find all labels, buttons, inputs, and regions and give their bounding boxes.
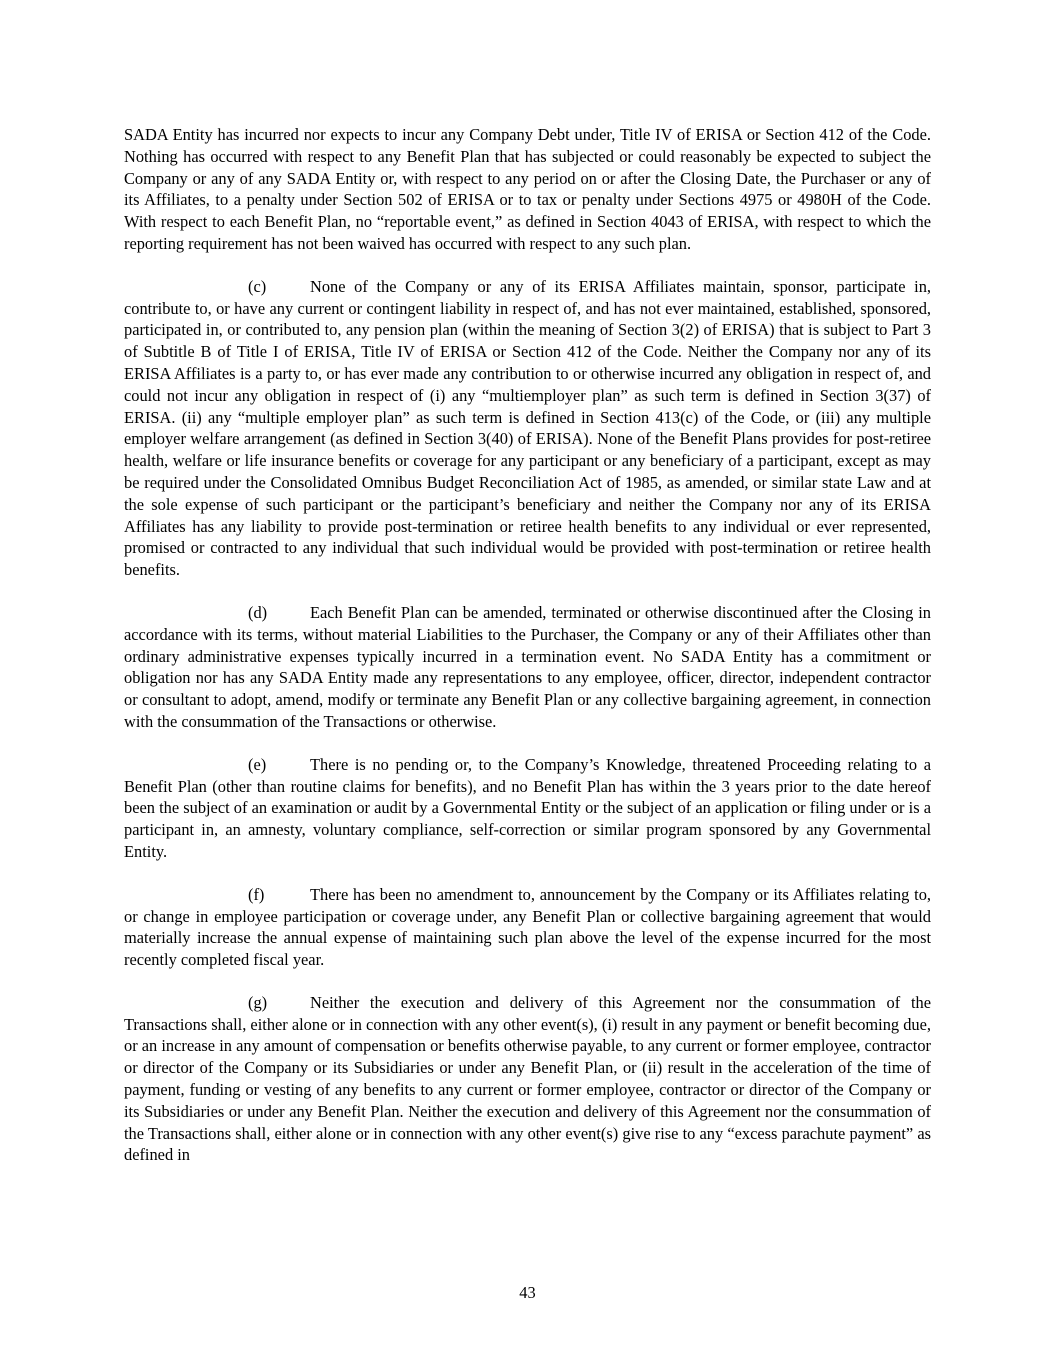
section-e-text: There is no pending or, to the Company’s Knowledge, threatened Proceeding relating to a Benefit Plan (other than routine claims for benefits), and no Benefit Plan has within the 3 years prior to the date hereof been the subject of an examination or audit by a Governmental Entity or the subject of an application or filing under or is a participant in, an amnesty, voluntary compliance, self-correction or similar program sponsored by any Governmental Entity. — [124, 754, 931, 861]
section-c-paragraph — [124, 276, 931, 581]
section-e-paragraph — [124, 754, 931, 863]
document-body — [124, 124, 931, 1187]
section-d-label: (d) — [248, 602, 268, 622]
section-f-label: (f) — [248, 884, 265, 904]
section-e-label: (e) — [248, 754, 267, 774]
intro-paragraph: SADA Entity has incurred nor expects to incur any Company Debt under, Title IV of ERISA or Section 412 of the Code. Nothing has occurred with respect to any Benefit Plan that has subjected or could reasonably be expected to subject the Company or any of any SADA Entity or, with respect to any period on or after the Closing Date, the Purchaser or any of its Affiliates, to a penalty under Section 502 of ERISA or to tax or penalty under Sections 4975 or 4980H of the Code. With respect to each Benefit Plan, no “reportable event,” as defined in Section 4043 of ERISA, with respect to which the reporting requirement has not been waived has occurred with respect to any such plan. — [124, 125, 931, 253]
page-number: 43 — [519, 1283, 536, 1302]
section-g-paragraph — [124, 992, 931, 1166]
section-c-text: None of the Company or any of its ERISA Affiliates maintain, sponsor, participate in, contribute to, or have any current or contingent liability in respect of, and has not ever maintained, established, sponsored, participated in, or contributed to, any pension plan (within the meaning of Section 3(2) of ERISA) that is subject to Part 3 of Subtitle B of Title I of ERISA, Title IV of ERISA or Section 412 of the Code. Neither the Company nor any of its ERISA Affiliates is a party to, or has ever made any contribution to or otherwise incurred any obligation in respect of, and could not incur any obligation in respect of (i) any “multiemployer plan” as such term is defined in Section 3(37) of ERISA. (ii) any “multiple employer plan” as such term is defined in Section 413(c) of the Code, or (iii) any multiple employer welfare arrangement (as defined in Section 3(40) of ERISA). None of the Benefit Plans provides for post-retiree health, welfare or life insurance benefits or coverage for any participant or any beneficiary of a participant, except as may be required under the Consolidated Omnibus Budget Reconciliation Act of 1985, as amended, or similar state Law and at the sole expense of such participant or the participant’s beneficiary and neither the Company nor any of its ERISA Affiliates has any liability to provide post-termination or retiree health benefits to any individual or ever represented, promised or contracted to any individual that such individual would be provided with post-termination or retiree health benefits. — [124, 276, 931, 580]
section-d-text: Each Benefit Plan can be amended, terminated or otherwise discontinued after the Closing in accordance with its terms, without material Liabilities to the Purchaser, the Company or any of their Affiliates other than ordinary administrative expenses typically incurred in a termination event. No SADA Entity has a commitment or obligation nor has any SADA Entity made any representations to any employee, officer, director, independent contractor or consultant to adopt, amend, modify or terminate any Benefit Plan or any collective bargaining agreement, in connection with the consummation of the Transactions or otherwise. — [124, 602, 931, 731]
section-g-text: Neither the execution and delivery of this Agreement nor the consummation of the Transactions shall, either alone or in connection with any other event(s), (i) result in any payment or benefit becoming due, or an increase in any amount of compensation or benefits otherwise payable, to any current or former employee, contractor or director of the Company or its Subsidiaries or under any Benefit Plan, or (ii) result in the acceleration of the time of payment, funding or vesting of any benefits to any current or former employee, contractor or director of the Company or its Subsidiaries or under any Benefit Plan. Neither the execution and delivery of this Agreement nor the consummation of the Transactions shall, either alone or in connection with any other event(s) give rise to any “excess parachute payment” as defined in — [124, 992, 931, 1165]
section-c-label: (c) — [248, 276, 267, 296]
section-d-paragraph — [124, 602, 931, 733]
section-f-text: There has been no amendment to, announcement by the Company or its Affiliates relating to, or change in employee participation or coverage under, any Benefit Plan or collective bargaining agreement that would materially increase the annual expense of maintaining such plan above the level of the expense incurred for the most recently completed fiscal year. — [124, 884, 931, 970]
section-f-paragraph — [124, 884, 931, 971]
section-g-label: (g) — [248, 992, 268, 1012]
